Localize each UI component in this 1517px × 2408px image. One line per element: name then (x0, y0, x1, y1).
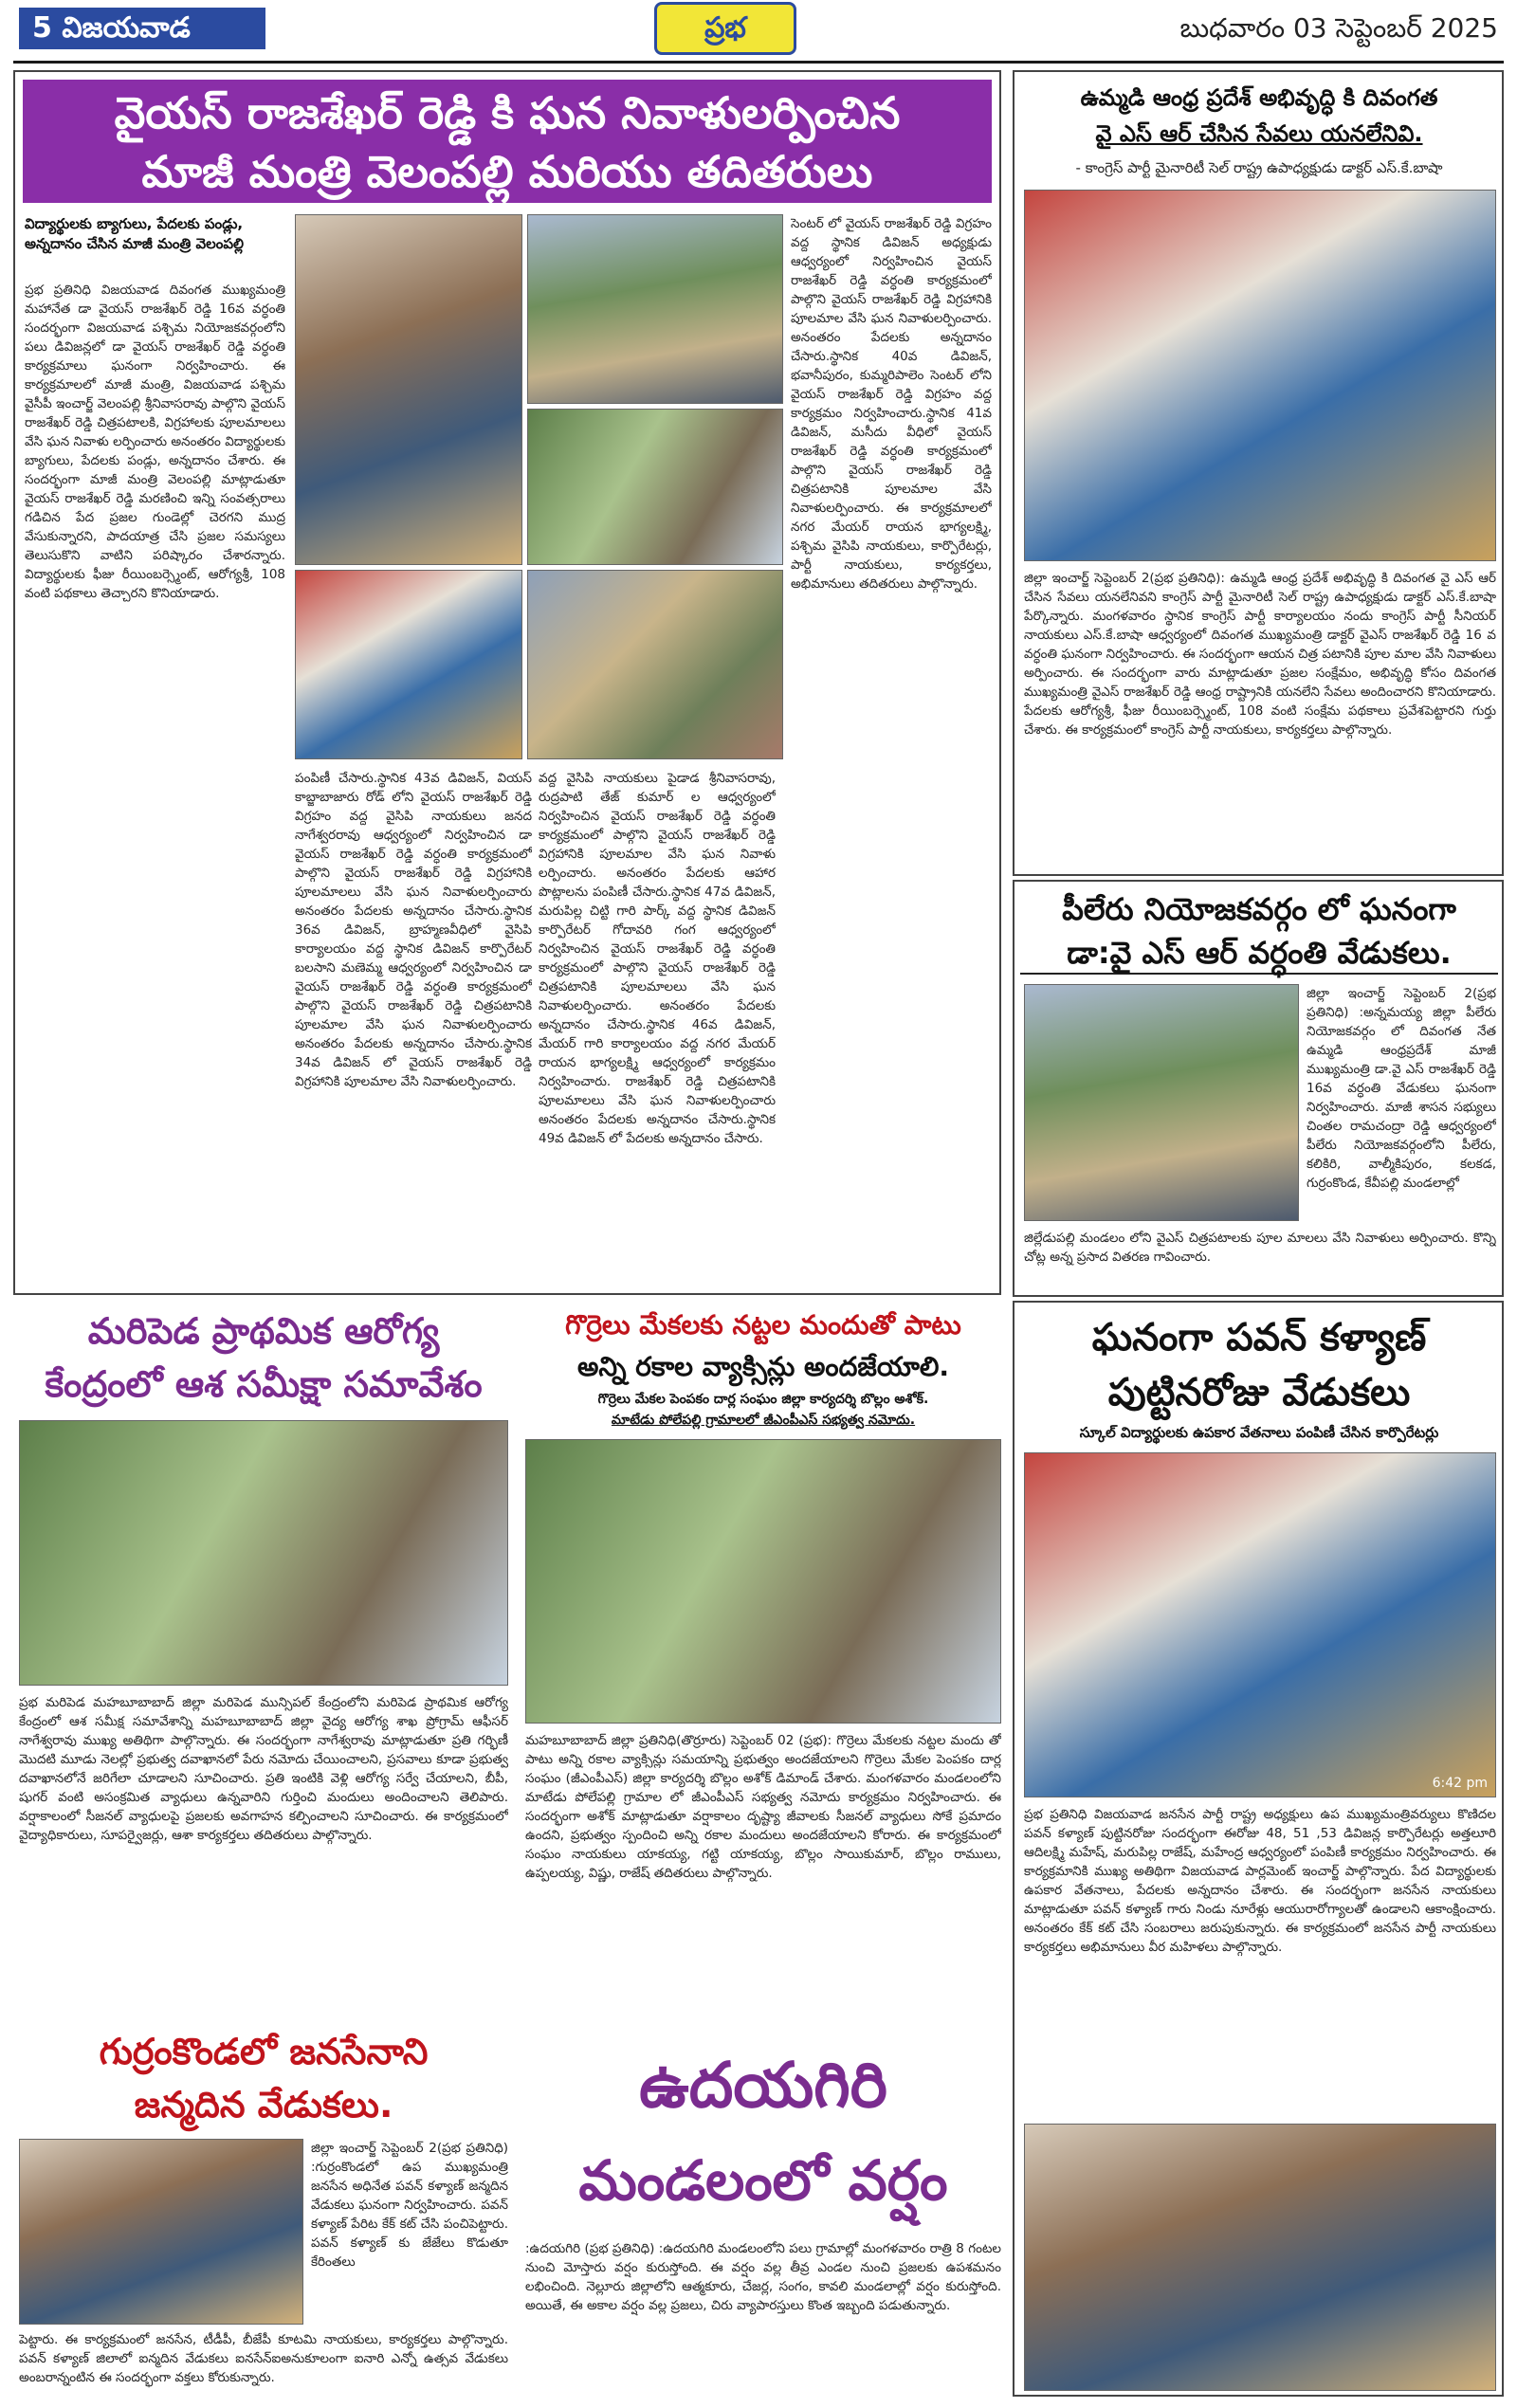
pawan-story (1013, 1301, 1504, 2397)
goats-body: మహబూబాబాద్ జిల్లా ప్రతినిధి(తొర్రూరు) సెప్టెంబర్ 02 (ప్రభ): గొర్రెలు మేకలకు నట్టల మందు తో పాటు అన్ని రకాల వ్యాక్సిన్లు సమయాన్ని ప్రభుత్వం అందజేయాలని గొర్రెలు మేకల పెంపకం దార్ల సంఘం (జీఎంపీఎస్) జిల్లా కార్యదర్శి బొల్లం అశోక్ డిమాండ్ చేశారు. మంగళవారం మండలంలోని మాటేడు పోలేపల్లి గ్రామాల లో జీఎంపీఎస్ సభ్యత్వ నమోదు కార్యక్రమం నిర్వహించారు. ఈ సందర్భంగా అశోక్ మాట్లాడుతూ వర్షాకాలం దృష్ట్యా జీవాలకు సీజనల్ వ్యాధులు సోకే ప్రమాదం ఉందని, ప్రభుత్వం స్పందించి అన్ని రకాల మందులు అందజేయాలని కోరారు. ఈ కార్యక్రమంలో సంఘం నాయకులు యాకయ్య, గట్టి యాకయ్య, బొల్లం సాయికుమార్, బొల్లం రాములు, ఉప్పలయ్య, విష్ణు, రాజేష్ తదితరులు పాల్గొన్నారు. (525, 1733, 1001, 1881)
lead-column-2: పంపిణీ చేసారు.స్థానిక 43వ డివిజన్, వియస్ కాబ్జాబాజారు రోడ్ లోని వైయస్ రాజశేఖర్ రెడ్డి విగ్రహం వద్ద వైసిపి నాయకులు జనద నాగేశ్వరరావు ఆధ్వర్యంలో నిర్వహించిన డా వైయస్ రాజశేఖర్ రెడ్డి వర్ధంతి కార్యక్రమంలో పాల్గొని వైయస్ రాజశేఖర్ రెడ్డి విగ్రహానికి పూలమాలలు వేసి ఘన నివాళులర్పించారు అనంతరం పేదలకు అన్నదానం చేసారు.స్థానిక 36వ డివిజన్, బ్రాహ్మణవీధిలో వైసిపి కార్యాలయం వద్ద స్థానిక డివిజన్ కార్పొరేటర్ బలసాని మణెమ్మ ఆధ్వర్యంలో నిర్వహించిన డా వైయస్ రాజశేఖర్ రెడ్డి వర్ధంతి కార్యక్రమంలో పాల్గొని వైయస్ రాజశేఖర్ రెడ్డి చిత్రపటానికి పూలమాల వేసి ఘన నివాళులర్పించారు అనంతరం పేదలకు అన్నదానం చేసారు.స్థానిక 34వ డివిజన్ లో వైయస్ రాజశేఖర్ రెడ్డి విగ్రహానికి పూలమాల వేసి నివాళులర్పించారు. (295, 771, 532, 1089)
asha-story (13, 1301, 514, 2021)
goats-headline-line1: గొర్రెలు మేకలకు నట్టల మందుతో పాటు (565, 1309, 961, 1341)
pawan-body: ప్రభ ప్రతినిధి విజయవాడ జనసేన పార్టీ రాష్ట్ర అధ్యక్షులు ఉప ముఖ్యమంత్రివర్యులు కొణిదల పవన్ కళ్యాణ్ పుట్టినరోజు సందర్భంగా ఈరోజు 48, 51 ,53 డివిజన్ల కార్పొరేటర్లు అత్తలూరి ఆదిలక్ష్మి మహేష్, మరుపిల్ల రాజేష్, మహేంద్ర ఆధ్వర్యంలో పంపిణీ కార్యక్రమం నిర్వహించారు. ఈ కార్యక్రమానికి ముఖ్య అతిథిగా విజయవాడ పార్లమెంట్ ఇంచార్జ్ పాల్గొన్నారు. పేద విద్యార్థులకు ఉపకార వేతనాలు, పేదలకు అన్నదానం చేశారు. ఈ సందర్భంగా జనసేన నాయకులు మాట్లాడుతూ పవన్ కళ్యాణ్ గారు నిండు నూరేళ్లు ఆయురారోగ్యాలతో ఉండాలని ఆకాంక్షించారు. అనంతరం కేక్ కట్ చేసి సంబరాలు జరుపుకున్నారు. ఈ కార్యక్రమంలో జనసేన పార్టీ నాయకులు కార్యకర్తలు అభిమానులు వీర మహిళలు పాల్గొన్నారు. (1024, 1807, 1496, 1955)
photo-goats-members (525, 1439, 1001, 1724)
udayagiri-story (521, 2038, 1005, 2397)
photo-ysr-statue (527, 214, 783, 404)
goats-subhead-2: మాటేడు పోలేపల్లి గ్రామాలలో జీఎంపీఎస్ సభ్యత్వ నమోదు. (611, 1413, 916, 1428)
peeleru-headline-line2: డా:వై ఎస్ ఆర్ వర్ధంతి వేడుకలు. (1020, 931, 1498, 975)
lead-subhead: విద్యార్థులకు బ్యాగులు, పేదలకు పండ్లు, అన్నదానం చేసిన మాజీ మంత్రి వెలంపల్లి (25, 215, 245, 252)
goats-headline-line2: అన్ని రకాల వ్యాక్సిన్లు అందజేయాలి. (576, 1351, 950, 1382)
photo-tribute-crowd (527, 409, 783, 565)
pawan-headline-line1: ఘనంగా పవన్ కళ్యాణ్ (1091, 1316, 1427, 1359)
photo-students-bags (295, 214, 522, 565)
photo-congress-tribute (1024, 190, 1496, 561)
goats-story (521, 1301, 1005, 1907)
congress-headline-line1: ఉమ్మడి ఆంధ్ర ప్రదేశ్ అభివృద్ధి కి దివంగత (1080, 84, 1438, 111)
photo-gurram-cake (19, 2139, 303, 2325)
udayagiri-headline-line2: మండలంలో వర్షం (578, 2148, 948, 2213)
lead-headline-banner (23, 80, 992, 203)
udayagiri-headline-line1: ఉదయగిరి (639, 2049, 887, 2122)
photo-pawan-students (1024, 2124, 1496, 2391)
lead-headline-line2: మాజీ మంత్రి వెలంపల్లి మరియు తదితరులు (141, 146, 873, 197)
pawan-subhead: స్కూల్ విద్యార్థులకు ఉపకార వేతనాలు పంపిణీ చేసిన కార్పొరేటర్లు (1079, 1424, 1439, 1441)
lead-headline-line1: వైయస్ రాజశేఖర్ రెడ్డి కి ఘన నివాళులర్పించిన (114, 87, 901, 138)
header-rule (13, 61, 1504, 64)
newspaper-logo: ప్రభ (654, 2, 796, 55)
asha-body: ప్రభ మరిపెడ మహబూబాబాద్ జిల్లా మరిపెడ మున్సిపల్ కేంద్రంలోని మరిపెడ ప్రాథమిక ఆరోగ్య కేంద్రంలో ఆశ సమీక్ష సమావేశాన్ని మహబూబాబాద్ జిల్లా వైద్య ఆరోగ్య శాఖ ప్రోగ్రామ్ ఆఫీసర్ నాగేశ్వరావు ముఖ్య అతిథిగా పాల్గొన్నారు. ఈ సందర్భంగా నాగేశ్వరావు మాట్లాడుతూ ప్రతి గర్భిణీ మొదటి మూడు నెలల్లో ప్రభుత్వ దవాఖానలో పేరు నమోదు చేయించాలని, ప్రసవాలు కూడా ప్రభుత్వ దవాఖానలోనే జరిగేలా చూడాలని సూచించారు. ప్రతి ఇంటికి వెళ్లి ఆరోగ్య సర్వే చేయాలని, బీపీ, షుగర్ వంటి అసంక్రమిత వ్యాధులు ఉన్నవారిని గుర్తించి మందులు అందించాలని తెలిపారు. వర్షాకాలంలో సీజనల్ వ్యాధులపై ప్రజలకు అవగాహన కల్పించాలని సూచించారు. ఈ కార్యక్రమంలో వైద్యాధికారులు, సూపర్వైజర్లు, ఆశా కార్యకర్తలు తదితరులు పాల్గొన్నారు. (19, 1695, 508, 1843)
udayagiri-body: :ఉదయగిరి (ప్రభ ప్రతినిధి) :ఉదయగిరి మండలంలోని పలు గ్రామాల్లో మంగళవారం రాత్రి 8 గంటల నుంచి మోస్తారు వర్షం కురుస్తోంది. ఈ వర్షం వల్ల తీవ్ర ఎండల నుంచి ప్రజలకు ఉపశమనం లభించింది. నెల్లూరు జిల్లాలోని ఆత్మకూరు, చేజర్ల, సంగం, కావలి మండలాల్లో వర్షం కురుస్తోంది. అయితే, ఈ అకాల వర్షం వల్ల ప్రజలు, చిరు వ్యాపారస్తులు కొంత ఇబ్బంది పడుతున్నారు. (525, 2241, 1001, 2313)
congress-byline: - కాంగ్రెస్ పార్టీ మైనారిటీ సెల్ రాష్ట్ర ఉపాధ్యక్షుడు డాక్టర్ ఎస్.కే.బాషా (1075, 159, 1443, 176)
peeleru-story (1013, 880, 1504, 1297)
congress-headline-line2: వై ఎస్ ఆర్ చేసిన సేవలు యనలేనివి. (1095, 120, 1423, 147)
photo-asha-meeting (19, 1420, 508, 1686)
lead-story (13, 70, 1001, 1295)
photo-peeleru-statue (1024, 984, 1299, 1221)
lead-column-3a: వద్ద వైసిపి నాయకులు పైడాడ శ్రీనివాసరావు, రుద్రపాటి తేజ్ కుమార్ ల ఆధ్వర్యంలో నిర్వహించిన వైయస్ రాజశేఖర్ రెడ్డి వర్ధంతి కార్యక్రమంలో పాల్గొని వైయస్ రాజశేఖర్ రెడ్డి విగ్రహానికి పూలమాల వేసి ఘన నివాళు లర్పించారు. అనంతరం పేదలకు ఆహార పొట్లాలను పంపిణీ చేసారు.స్థానిక 47వ డివిజన్, మరుపిల్ల చిట్టి గారి పార్క్ వద్ద స్థానిక డివిజన్ కార్పొరేటర్ గోదావరి గంగ ఆధ్వర్యంలో నిర్వహించిన వైయస్ రాజశేఖర్ రెడ్డి వర్ధంతి కార్యక్రమంలో పాల్గొని వైయస్ రాజశేఖర్ రెడ్డి చిత్రపటానికి పూలమాలలు వేసి ఘన నివాళులర్పించారు. అనంతరం పేదలకు అన్నదానం చేసారు.స్థానిక 46వ డివిజన్, మేయర్ గారి కార్యాలయం వద్ద నగర మేయర్ రాయన భాగ్యలక్ష్మి ఆధ్వర్యంలో కార్యక్రమం నిర్వహించారు. రాజశేఖర్ రెడ్డి చిత్రపటానికి పూలమాలలు వేసి ఘన నివాళులర్పించారు అనంతరం పేదలకు అన్నదానం చేసారు.స్థానిక 49వ డివిజన్ లో పేదలకు అన్నదానం చేసారు. (539, 771, 776, 1146)
page-header (0, 0, 1517, 59)
asha-headline-line1: మరిపెడ ప్రాథమిక ఆరోగ్య (87, 1310, 440, 1352)
gurram-body-side: జిల్లా ఇంచార్జ్ సెప్టెంబర్ 2(ప్రభ ప్రతినిధి) :గుర్రంకొండలో ఉప ముఖ్యమంత్రి జనసేన అధినేత పవన్ కళ్యాణ్ జన్మదిన వేడుకలు ఘనంగా నిర్వహించారు. పవన్ కళ్యాణ్ పేరిట కేక్ కట్ చేసి పంచిపెట్టారు. పవన్ కళ్యాణ్ కు జేజేలు కొడుతూ కేరింతలు (311, 2141, 508, 2270)
gurram-body-bottom: పెట్టారు. ఈ కార్యక్రమంలో జనసేన, టీడీపీ, బీజేపీ కూటమి నాయకులు, కార్యకర్తలు పాల్గొన్నారు. పవన్ కళ్యాణ్ జిలాలో ఐన్మదిన వేడుకలు ఐనసేన్ఐఅనుకూలంగా ఐనారి ఎన్నో ఉత్సవ వేడుకలు అంబరాన్నంటిన ఈ సందర్భంగా వక్తలు కోరుకున్నారు. (19, 2332, 508, 2385)
gurram-story (13, 2025, 514, 2397)
photo-pawan-celebration (1024, 1452, 1496, 1797)
goats-subhead-1: గొర్రెలు మేకల పెంపకం దార్ల సంఘం జిల్లా కార్యదర్శి బొల్లం అశోక్. (597, 1392, 929, 1407)
peeleru-body-bottom: జిల్లేడుపల్లి మండలం లోని వైఎస్ చిత్రపటాలకు పూల మాలలు వేసి నివాళులు అర్పించారు. కొన్ని చోట్ల అన్న ప్రసాద వితరణ గావించారు. (1024, 1231, 1496, 1265)
photo-food-distribution (295, 570, 522, 759)
photo-timestamp: 6:42 pm (1432, 1776, 1488, 1791)
lead-column-1: ప్రభ ప్రతినిధి విజయవాడ దివంగత ముఖ్యమంత్రి మహానేత డా వైయస్ రాజశేఖర్ రెడ్డి 16వ వర్ధంతి సందర్భంగా విజయవాడ పశ్చిమ నియోజకవర్గంలోని పలు డివిజన్లలో డా వైయస్ రాజశేఖర్ రెడ్డి వర్ధంతి కార్యక్రమాలు ఘనంగా నిర్వహించారు. ఈ కార్యక్రమాలలో మాజీ మంత్రి, విజయవాడ పశ్చిమ వైసీపీ ఇంచార్జ్ వెలంపల్లి శ్రీనివాసరావు పాల్గొని వైయస్ రాజశేఖర్ రెడ్డి చిత్రపటాలకి, విగ్రహాలకు పూలమాలలు వేసి ఘన నివాళు లర్పించారు అనంతరం విద్యార్థులకు బ్యాగులు, పేదలకు పండ్లు, అన్నదానం చేశారు. ఈ సందర్భంగా మాజీ మంత్రి వెలంపల్లి మాట్లాడుతూ వైయస్ రాజశేఖర్ రెడ్డి మరణించి ఇన్ని సంవత్సరాలు గడిచిన పేద ప్రజల గుండెల్లో చెరగని ముద్ర వేసుకున్నారని, పాదయాత్ర చేసి ప్రజల సమస్యలు తెలుసుకొని వాటిని పరిష్కారం చేశారన్నారు. విద్యార్థులకు ఫీజు రీయింబర్స్మెంట్, ఆరోగ్యశ్రీ, 108 వంటి పథకాలు తెచ్చారని కొనియాడారు. (25, 283, 285, 601)
peeleru-headline-line1: పీలేరు నియోజకవర్గం లో ఘనంగా (1062, 891, 1456, 927)
asha-headline-line2: కేంద్రంలో ఆశ సమీక్షా సమావేశం (45, 1363, 483, 1405)
photo-portrait-garland (527, 570, 783, 759)
gurram-headline-line2: జన్మదిన వేడుకలు. (134, 2084, 393, 2125)
pawan-headline-line2: పుట్టినరోజు వేడుకలు (1107, 1371, 1411, 1414)
page-city-label: 5 విజయవాడ (19, 8, 265, 49)
issue-date: బుధవారం 03 సెప్టెంబర్ 2025 (1179, 12, 1498, 44)
lead-column-4: సెంటర్ లో వైయస్ రాజశేఖర్ రెడ్డి విగ్రహం వద్ద స్థానిక డివిజన్ అధ్యక్షుడు ఆధ్వర్యంలో నిర్వహించిన వైయస్ రాజశేఖర్ రెడ్డి వర్ధంతి కార్యక్రమంలో పాల్గొని వైయస్ రాజశేఖర్ రెడ్డి విగ్రహానికి పూలమాల వేసి ఘన నివాళులర్పించారు. అనంతరం పేదలకు అన్నదానం చేసారు.స్థానిక 40వ డివిజన్, భవానీపురం, కుమ్మరిపాలెం సెంటర్ లోని వైయస్ రాజశేఖర్ రెడ్డి విగ్రహం వద్ద కార్యక్రమం నిర్వహించారు.స్థానిక 41వ డివిజన్, మసీదు వీధిలో వైయస్ రాజశేఖర్ రెడ్డి వర్ధంతి కార్యక్రమంలో పాల్గొని వైయస్ రాజశేఖర్ రెడ్డి చిత్రపటానికి పూలమాల వేసి నివాళులర్పించారు. ఈ కార్యక్రమాలలో నగర మేయర్ రాయన భాగ్యలక్ష్మి, పశ్చిమ వైసిపి నాయకులు, కార్పొరేటర్లు, పార్టీ నాయకులు, కార్యకర్తలు, అభిమానులు తదితరులు పాల్గొన్నారు. (791, 216, 992, 592)
congress-story (1013, 70, 1504, 876)
gurram-headline-line1: గుర్రంకొండలో జనసేనాని (99, 2031, 429, 2072)
peeleru-body-side: జిల్లా ఇంచార్జ్ సెప్టెంబర్ 2(ప్రభ ప్రతినిధి) :అన్నమయ్య జిల్లా పీలేరు నియోజకవర్గం లో దివంగత నేత ఉమ్మడి ఆంధ్రప్రదేశ్ మాజీ ముఖ్యమంత్రి డా.వై ఎస్ రాజశేఖర్ రెడ్డి 16వ వర్ధంతి వేడుకలు ఘనంగా నిర్వహించారు. మాజీ శాసన సభ్యులు చింతల రామచంద్రా రెడ్డి ఆధ్వర్యంలో పీలేరు నియోజకవర్గంలోని పీలేరు, కలికిరి, వాల్మీకిపురం, కలకడ, గుర్రంకొండ, కేవీపల్లి మండలాల్లో (1307, 986, 1496, 1191)
congress-body: జిల్లా ఇంచార్జ్ సెప్టెంబర్ 2(ప్రభ ప్రతినిధి): ఉమ్మడి ఆంధ్ర ప్రదేశ్ అభివృద్ధి కి దివంగత వై ఎస్ ఆర్ చేసిన సేవలు యనలేనివని కాంగ్రెస్ పార్టీ మైనారిటీ సెల్ రాష్ట్ర ఉపాధ్యక్షుడు డాక్టర్ ఎస్.కే.బాషా పేర్కొన్నారు. మంగళవారం స్థానిక కాంగ్రెస్ పార్టీ కార్యాలయం నందు కాంగ్రెస్ పార్టీ సీనియర్ నాయకులు ఎస్.కే.బాషా ఆధ్వర్యంలో దివంగత ముఖ్యమంత్రి డాక్టర్ వైఎస్ రాజశేఖర్ రెడ్డి 16 వ వర్ధంతి ఘనంగా నిర్వహించారు. ఈ సందర్భంగా ఆయన చిత్ర పటానికి పూల మాల వేసి నివాళులు అర్పించారు. ఈ సందర్భంగా వారు మాట్లాడుతూ ప్రజల సంక్షేమం, అభివృద్ధి కోసం దివంగత ముఖ్యమంత్రి వైఎస్ రాజశేఖర్ రెడ్డి ఆంధ్ర రాష్ట్రానికి యనలేని సేవలు అందించారని కొనియాడారు. పేదలకు ఆరోగ్యశ్రీ, ఫీజు రీయింబర్స్మెంట్, 108 వంటి సంక్షేమ పథకాలు ప్రవేశపెట్టారని గుర్తు చేశారు. ఈ కార్యక్రమంలో కాంగ్రెస్ పార్టీ నాయకులు, కార్యకర్తలు పాల్గొన్నారు. (1024, 571, 1496, 738)
